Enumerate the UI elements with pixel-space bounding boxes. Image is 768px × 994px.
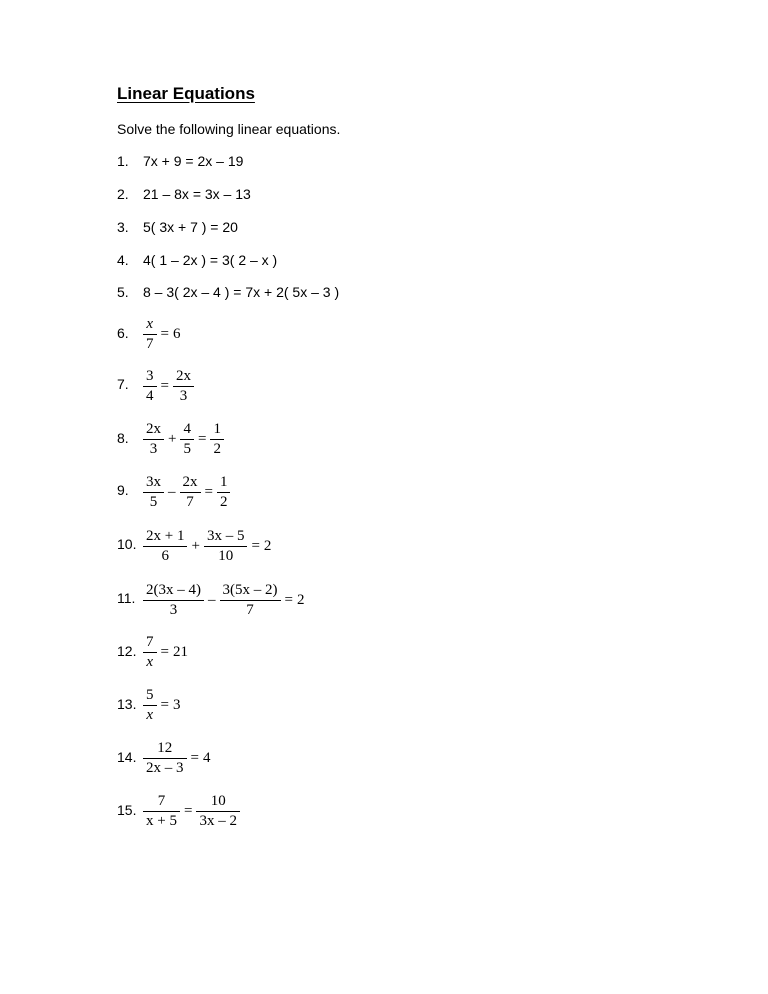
fraction — [180, 421, 194, 457]
operator: = — [160, 325, 169, 342]
numerator: 3x — [146, 474, 161, 490]
problem-number: 14. — [117, 749, 137, 765]
fraction — [220, 582, 281, 618]
denominator: 10 — [204, 546, 248, 565]
numerator: 2x — [175, 368, 191, 384]
right-hand-side: 2 — [263, 537, 272, 554]
operator: = — [197, 430, 207, 447]
numerator: 5 — [146, 687, 154, 703]
numerator: 10 — [210, 793, 226, 809]
problem-equation: 7x + 9 = 2x – 19 — [143, 153, 244, 169]
problem-equation: 8 – 3( 2x – 4 ) = 7x + 2( 5x – 3 ) — [143, 284, 340, 300]
numerator: 12 — [157, 740, 173, 756]
denominator: x + 5 — [143, 811, 180, 830]
fraction — [180, 474, 201, 510]
operator: = — [251, 537, 260, 554]
numerator: 4 — [183, 421, 191, 437]
problem-number: 5. — [117, 284, 129, 300]
operator: = — [190, 749, 199, 766]
numerator: 1 — [213, 421, 221, 437]
fraction — [204, 528, 248, 564]
problem-number: 13. — [117, 696, 137, 712]
fraction — [143, 368, 157, 404]
denominator: 2x – 3 — [143, 758, 187, 777]
denominator: 2 — [210, 439, 224, 458]
problem-equation — [143, 421, 224, 457]
problem-number: 11. — [117, 590, 136, 606]
fraction — [196, 793, 240, 829]
numerator: 3x – 5 — [206, 528, 245, 544]
problem-number: 8. — [117, 430, 129, 446]
problem-equation — [143, 582, 304, 618]
instructions: Solve the following linear equations. — [117, 121, 341, 137]
denominator: 2 — [217, 492, 231, 511]
denominator: 4 — [143, 386, 157, 405]
denominator: x — [143, 705, 157, 724]
denominator: 3 — [173, 386, 194, 405]
problem-number: 10. — [117, 536, 137, 552]
problem-number: 3. — [117, 219, 129, 235]
operator: – — [208, 591, 216, 608]
operator: = — [160, 643, 169, 660]
problem-number: 6. — [117, 325, 129, 341]
numerator: 3 — [146, 368, 154, 384]
problem-number: 2. — [117, 186, 129, 202]
page-title: Linear Equations — [117, 84, 255, 103]
denominator: 3x – 2 — [196, 811, 240, 830]
problem-equation — [143, 740, 210, 776]
problem-equation — [143, 634, 188, 670]
numerator: x — [146, 316, 154, 332]
right-hand-side: 6 — [172, 325, 181, 342]
fraction — [143, 740, 187, 776]
numerator: 2(3x – 4) — [146, 582, 201, 598]
problem-number: 9. — [117, 482, 129, 498]
problem-number: 1. — [117, 153, 129, 169]
denominator: 5 — [143, 492, 164, 511]
operator: = — [183, 802, 193, 819]
fraction — [143, 474, 164, 510]
fraction — [143, 687, 157, 723]
fraction — [143, 421, 164, 457]
fraction — [143, 528, 187, 564]
operator: = — [160, 696, 169, 713]
problem-equation — [143, 474, 230, 510]
problem-equation — [143, 528, 271, 564]
problem-number: 7. — [117, 376, 129, 392]
fraction — [143, 793, 180, 829]
operator: = — [284, 591, 293, 608]
denominator: 7 — [143, 334, 157, 353]
numerator: 1 — [219, 474, 228, 490]
right-hand-side: 21 — [172, 643, 188, 660]
fraction — [143, 634, 157, 670]
operator: – — [168, 483, 176, 500]
problem-equation: 4( 1 – 2x ) = 3( 2 – x ) — [143, 252, 278, 268]
problem-equation — [143, 687, 180, 723]
denominator: 7 — [180, 492, 201, 511]
numerator: 7 — [146, 634, 154, 650]
problem-equation — [143, 793, 240, 829]
denominator: 3 — [143, 439, 164, 458]
right-hand-side: 2 — [296, 591, 305, 608]
fraction — [173, 368, 194, 404]
fraction — [143, 582, 204, 618]
denominator: 7 — [220, 600, 281, 619]
operator: + — [168, 430, 177, 447]
numerator: 2x — [146, 421, 161, 437]
fraction — [210, 421, 224, 457]
numerator: 2x + 1 — [146, 528, 185, 544]
problem-number: 12. — [117, 643, 137, 659]
problem-equation: 5( 3x + 7 ) = 20 — [143, 219, 238, 235]
denominator: 5 — [180, 439, 194, 458]
fraction — [217, 474, 231, 510]
numerator: 3(5x – 2) — [222, 582, 278, 598]
operator: + — [191, 537, 200, 554]
problem-equation: 21 – 8x = 3x – 13 — [143, 186, 251, 202]
denominator: x — [143, 652, 157, 671]
problem-equation — [143, 368, 194, 404]
right-hand-side: 3 — [172, 696, 181, 713]
denominator: 3 — [143, 600, 204, 619]
right-hand-side: 4 — [202, 749, 211, 766]
problem-equation — [143, 316, 180, 352]
problem-number: 4. — [117, 252, 129, 268]
numerator: 2x — [182, 474, 198, 490]
operator: = — [204, 483, 213, 500]
denominator: 6 — [143, 546, 187, 565]
numerator: 7 — [157, 793, 166, 809]
operator: = — [160, 377, 169, 394]
problem-number: 15. — [117, 802, 137, 818]
fraction — [143, 316, 157, 352]
